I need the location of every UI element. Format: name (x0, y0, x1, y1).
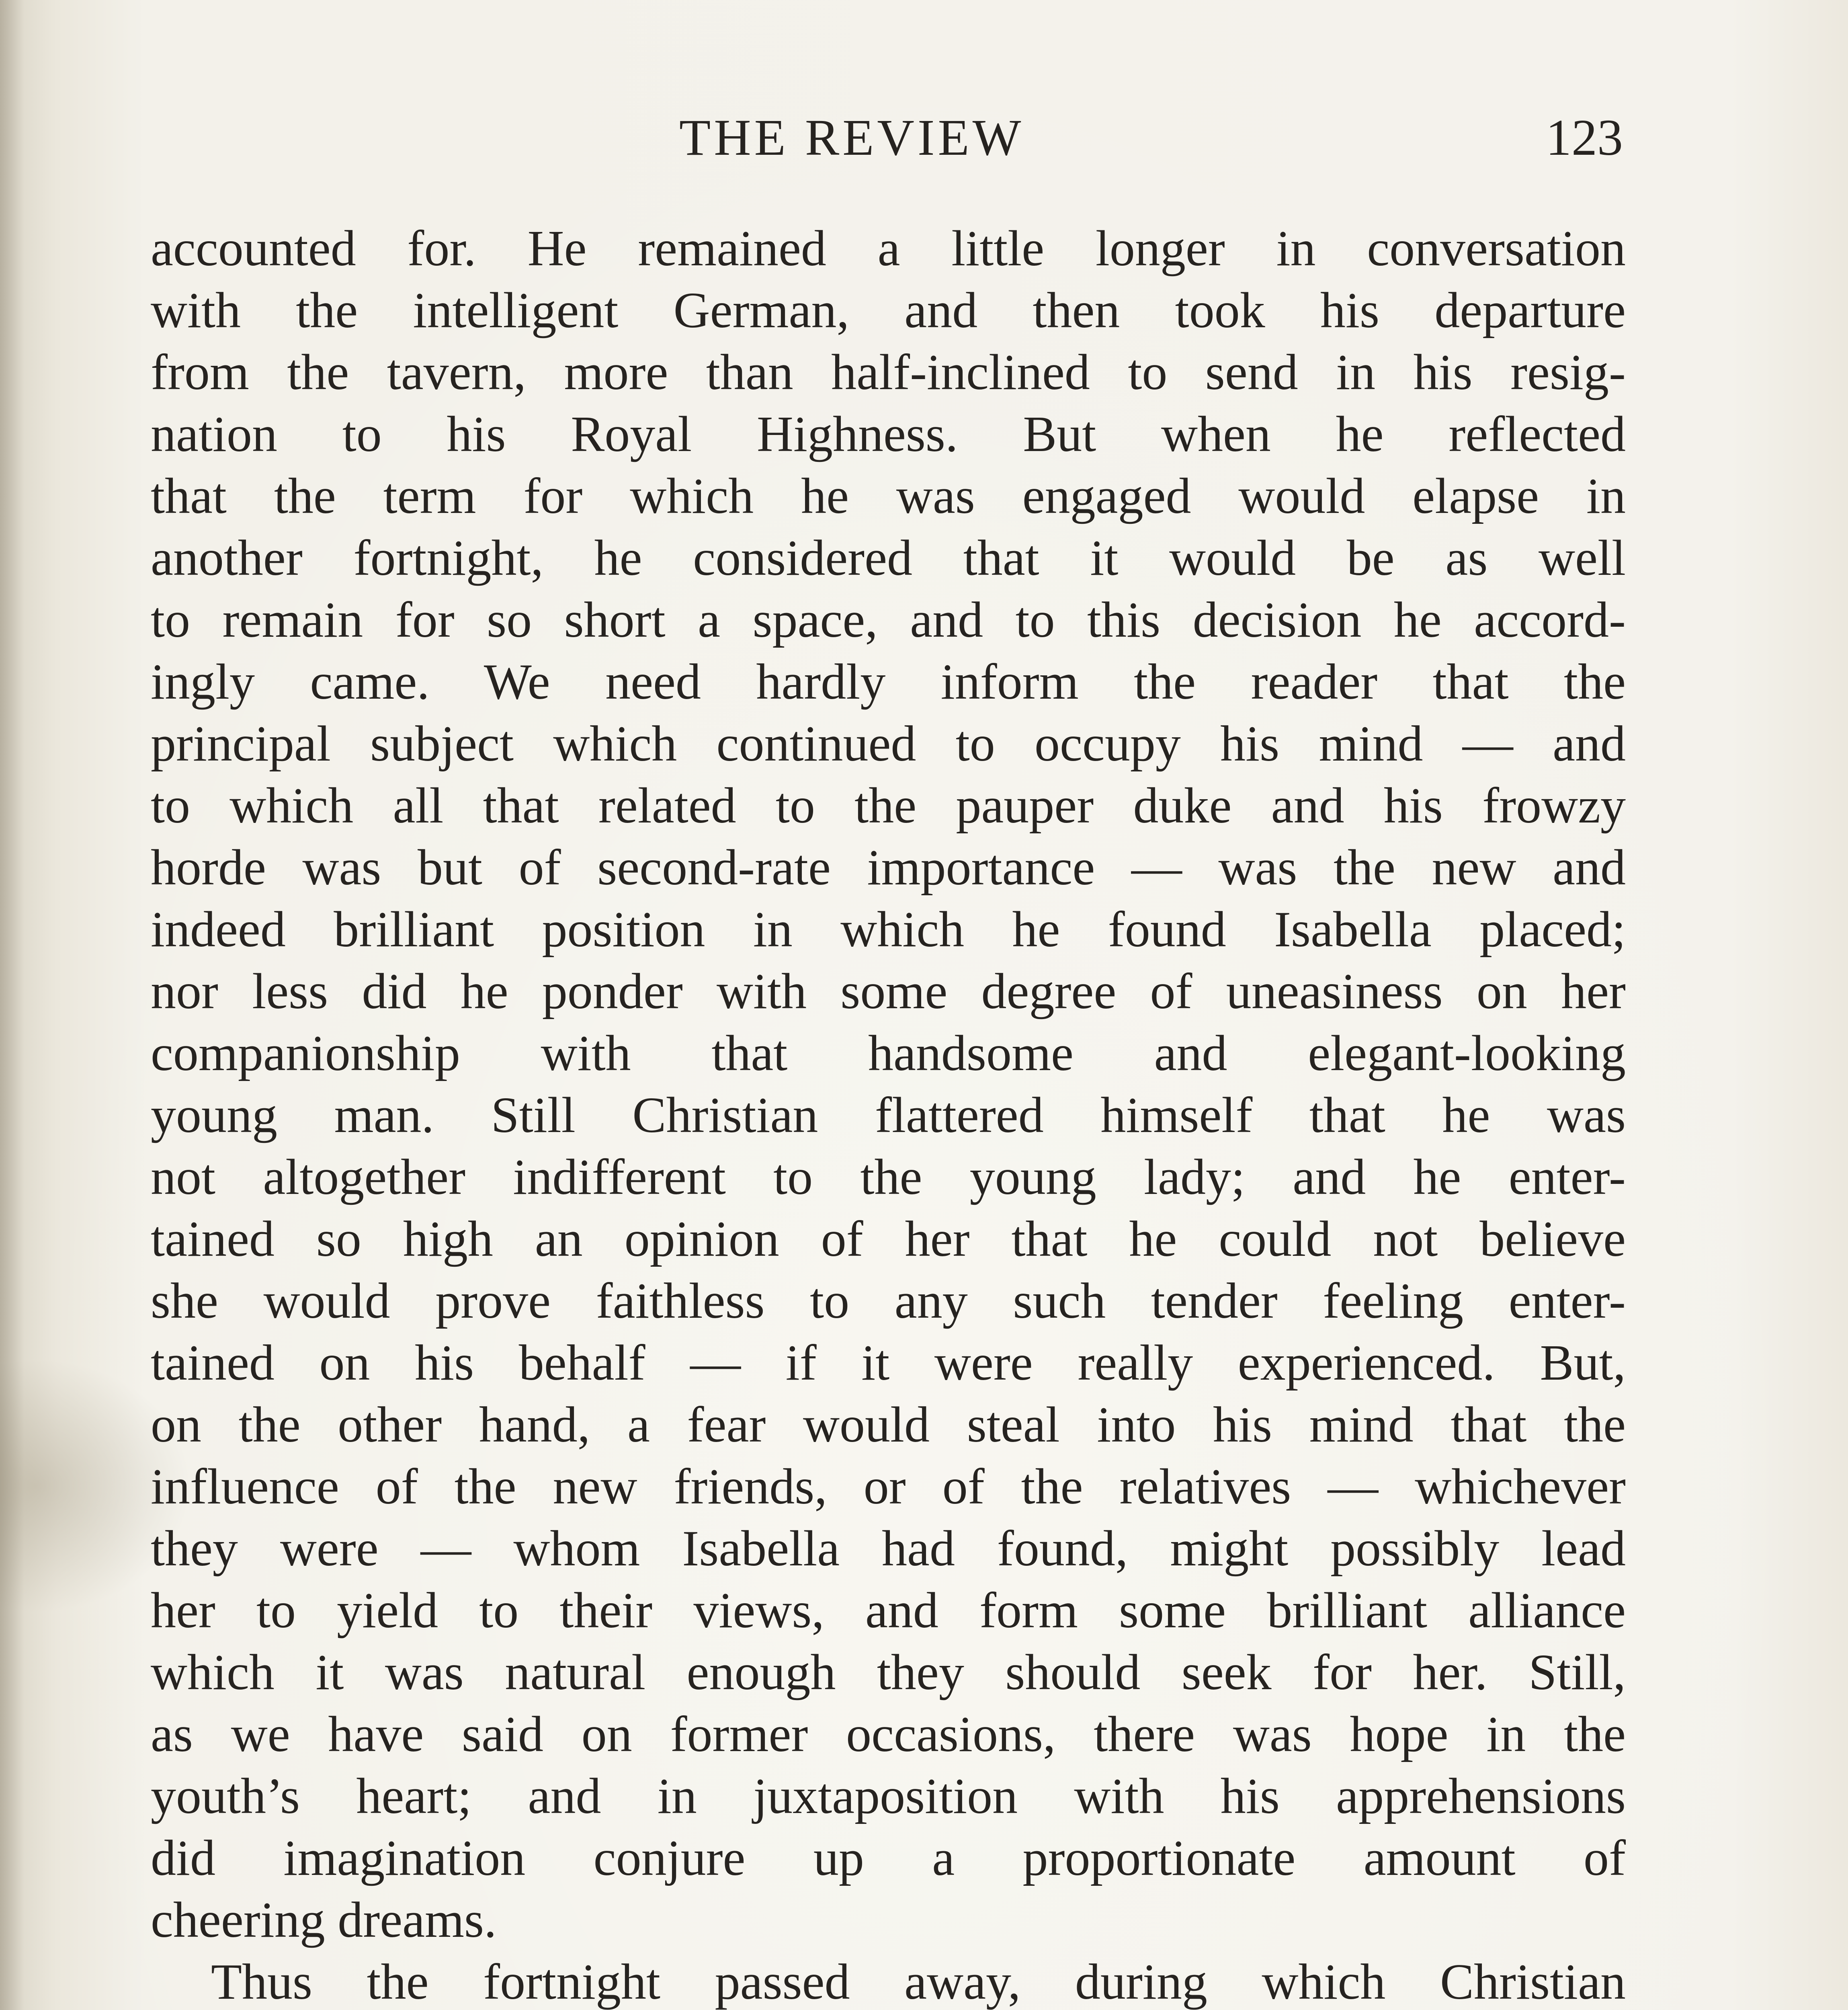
text-line: accounted for. He remained a little longer in conversation (151, 221, 1626, 277)
page-number: 123 (1546, 109, 1623, 166)
text-line: tained so high an opinion of her that he could not believe (151, 1211, 1626, 1267)
text-line: she would prove faithless to any such tender feeling enter- (151, 1273, 1626, 1329)
text-line: ingly came. We need hardly inform the reader that the (151, 654, 1626, 710)
text-line: influence of the new friends, or of the relatives — whichever (151, 1459, 1626, 1515)
text-line: Thus the fortnight passed away, during which Christian (211, 1954, 1626, 2010)
text-line: as we have said on former occasions, there was hope in the (151, 1706, 1626, 1762)
text-line: companionship with that handsome and elegant-looking (151, 1026, 1626, 1081)
text-line: indeed brilliant position in which he found Isabella placed; (151, 902, 1626, 958)
text-line: nor less did he ponder with some degree of uneasiness on her (151, 964, 1626, 1019)
text-line: which it was natural enough they should seek for her. Still, (151, 1645, 1626, 1700)
text-line: that the term for which he was engaged would elapse in (151, 468, 1626, 524)
running-head (0, 105, 1848, 170)
text-line: her to yield to their views, and form some brilliant alliance (151, 1583, 1626, 1639)
text-line: to remain for so short a space, and to this decision he accord- (151, 592, 1626, 648)
binding-gutter-shadow (0, 0, 24, 2010)
text-line: on the other hand, a fear would steal into his mind that the (151, 1397, 1626, 1453)
text-line: horde was but of second-rate importance — was the new and (151, 840, 1626, 896)
text-line: youth’s heart; and in juxtaposition with his apprehensions (151, 1768, 1626, 1824)
paragraph (151, 1951, 1626, 2010)
paragraph (151, 218, 1626, 1951)
text-line: tained on his behalf — if it were really experienced. But, (151, 1335, 1626, 1391)
text-line: from the tavern, more than half-inclined to send in his resig- (151, 345, 1626, 400)
text-line: not altogether indifferent to the young lady; and he enter- (151, 1149, 1626, 1205)
text-line: another fortnight, he considered that it would be as well (151, 530, 1626, 586)
text-line: they were — whom Isabella had found, might possibly lead (151, 1521, 1626, 1577)
text-line: to which all that related to the pauper duke and his frowzy (151, 778, 1626, 834)
text-line: cheering dreams. (151, 1892, 497, 1948)
text-line: with the intelligent German, and then took his departure (151, 283, 1626, 338)
text-line: young man. Still Christian flattered himself that he was (151, 1087, 1626, 1143)
text-line: did imagination conjure up a proportionate amount of (151, 1830, 1626, 1886)
text-line: principal subject which continued to occupy his mind — and (151, 716, 1626, 772)
body-text (151, 218, 1626, 2010)
text-line: nation to his Royal Highness. But when he reflected (151, 406, 1626, 462)
running-title: THE REVIEW (679, 109, 1024, 166)
